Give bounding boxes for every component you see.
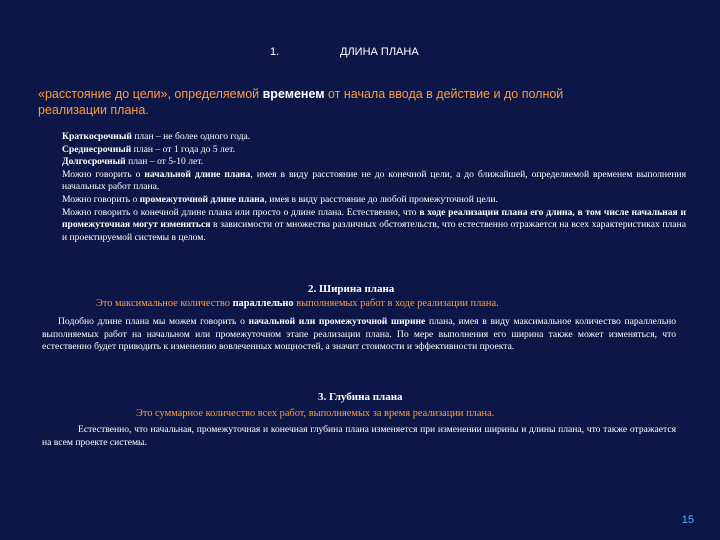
definition-lead — [38, 86, 598, 118]
depth-definition: Это суммарное количество всех работ, выполняемых за время реализации плана. — [136, 408, 495, 419]
width-paragraph: Подобно длине плана мы можем говорить о начальной или промежуточной ширине плана, имея в виду максимальное количество параллельно выполняемых работ на начальном или промежуточном этапе реализации плана. По мере выполнения его ширина также может изменяться, что естественно будет приводить к изменению вовлеченных мощностей, а значит стоимости и эффективности проекта. — [42, 316, 677, 353]
intermediate-length-paragraph: Можно говорить о промежуточной длине плана, имея в виду расстояние до любой промежуточной цели. — [62, 193, 498, 205]
depth-heading: 3. Глубина плана — [318, 391, 403, 403]
lead-text-1: «расстояние до цели», определяемой — [38, 87, 263, 101]
long-term-line: Долгосрочный план – от 5-10 лет. — [62, 156, 204, 168]
lead-text-2: от начала ввода в действие и до полной реализации плана. — [38, 87, 564, 117]
length-section-body — [62, 131, 686, 244]
initial-length-paragraph: Можно говорить о начальной длине плана, имея в виду расстояние не до конечной цели, а до ближайшей, определяемой временем выполнения начальных работ плана. — [62, 168, 687, 193]
depth-paragraph: Естественно, что начальная, промежуточная и конечная глубина плана изменяется при изменении ширины и длины плана, что также отражается на всем проекте системы. — [42, 424, 676, 448]
final-length-paragraph: Можно говорить о конечной длине плана или просто о длине плана. Естественно, что в ходе реализации плана его длина, в том числе начальная и промежуточная могут изменяться в зависимости от множества различных обстоятельств, что естественно отражается на всех характеристиках плана и проектируемой системы в целом. — [62, 206, 686, 243]
mid-term-line: Среднесрочный план – от 1 года до 5 лет. — [62, 143, 235, 155]
section-title: ДЛИНА ПЛАНА — [340, 46, 419, 58]
page-number: 15 — [681, 514, 694, 526]
section-number: 1. — [270, 46, 280, 58]
width-definition: Это максимальное количество параллельно выполняемых работ в ходе реализации плана. — [96, 298, 499, 309]
short-term-line: Краткосрочный план – не более одного года. — [62, 131, 251, 142]
width-heading: 2. Ширина плана — [308, 283, 395, 295]
lead-bold: временем — [262, 87, 325, 101]
